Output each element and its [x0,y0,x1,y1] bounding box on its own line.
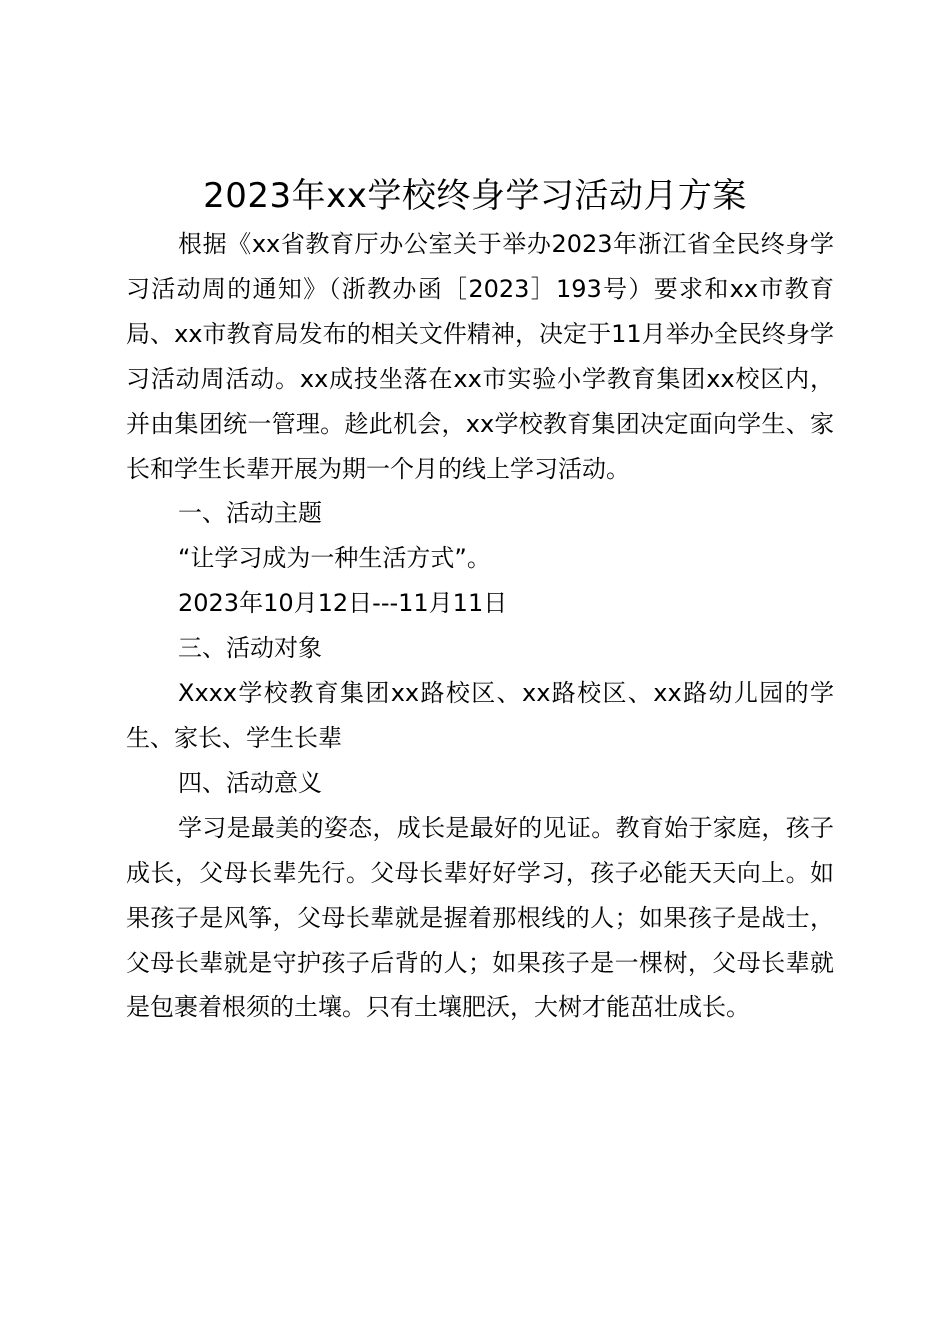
paragraph-activity-dates: 2023年10月12日---11月11日 [178,589,508,618]
document-title: 2023年xx学校终身学习活动月方案 [203,176,747,216]
paragraph-significance: 学习是最美的姿态，成长是最好的见证。教育始于家庭，孩子成长，父母长辈先行。父母长辈好好学习，孩子必能天天向上。如果孩子是风筝，父母长辈就是握着那根线的人；如果孩子是战士，父母长辈就是守护孩子后背的人；如果孩子是一棵树，父母长辈就是包裹着根须的土壤。只有土壤肥沃，大树才能茁壮成长。 [126,813,834,1022]
paragraph-targets: Xxxx学校教育集团xx路校区、xx路校区、xx路幼儿园的学生、家长、学生长辈 [126,679,834,752]
document-body [126,222,834,1030]
heading-activity-theme: 一、活动主题 [178,499,322,528]
paragraph-intro: 根据《xx省教育厅办公室关于举办2023年浙江省全民终身学习活动周的通知》（浙教办函［2023］193号）要求和xx市教育局、xx市教育局发布的相关文件精神，决定于11月举办全民终身学习活动周活动。xx成技坐落在xx市实验小学教育集团xx校区内，并由集团统一管理。趁此机会，xx学校教育集团决定面向学生、家长和学生长辈开展为期一个月的线上学习活动。 [126,230,834,483]
heading-activity-significance: 四、活动意义 [178,768,322,797]
paragraph-theme-slogan: “让学习成为一种生活方式”。 [178,544,491,573]
heading-activity-targets: 三、活动对象 [178,634,322,663]
